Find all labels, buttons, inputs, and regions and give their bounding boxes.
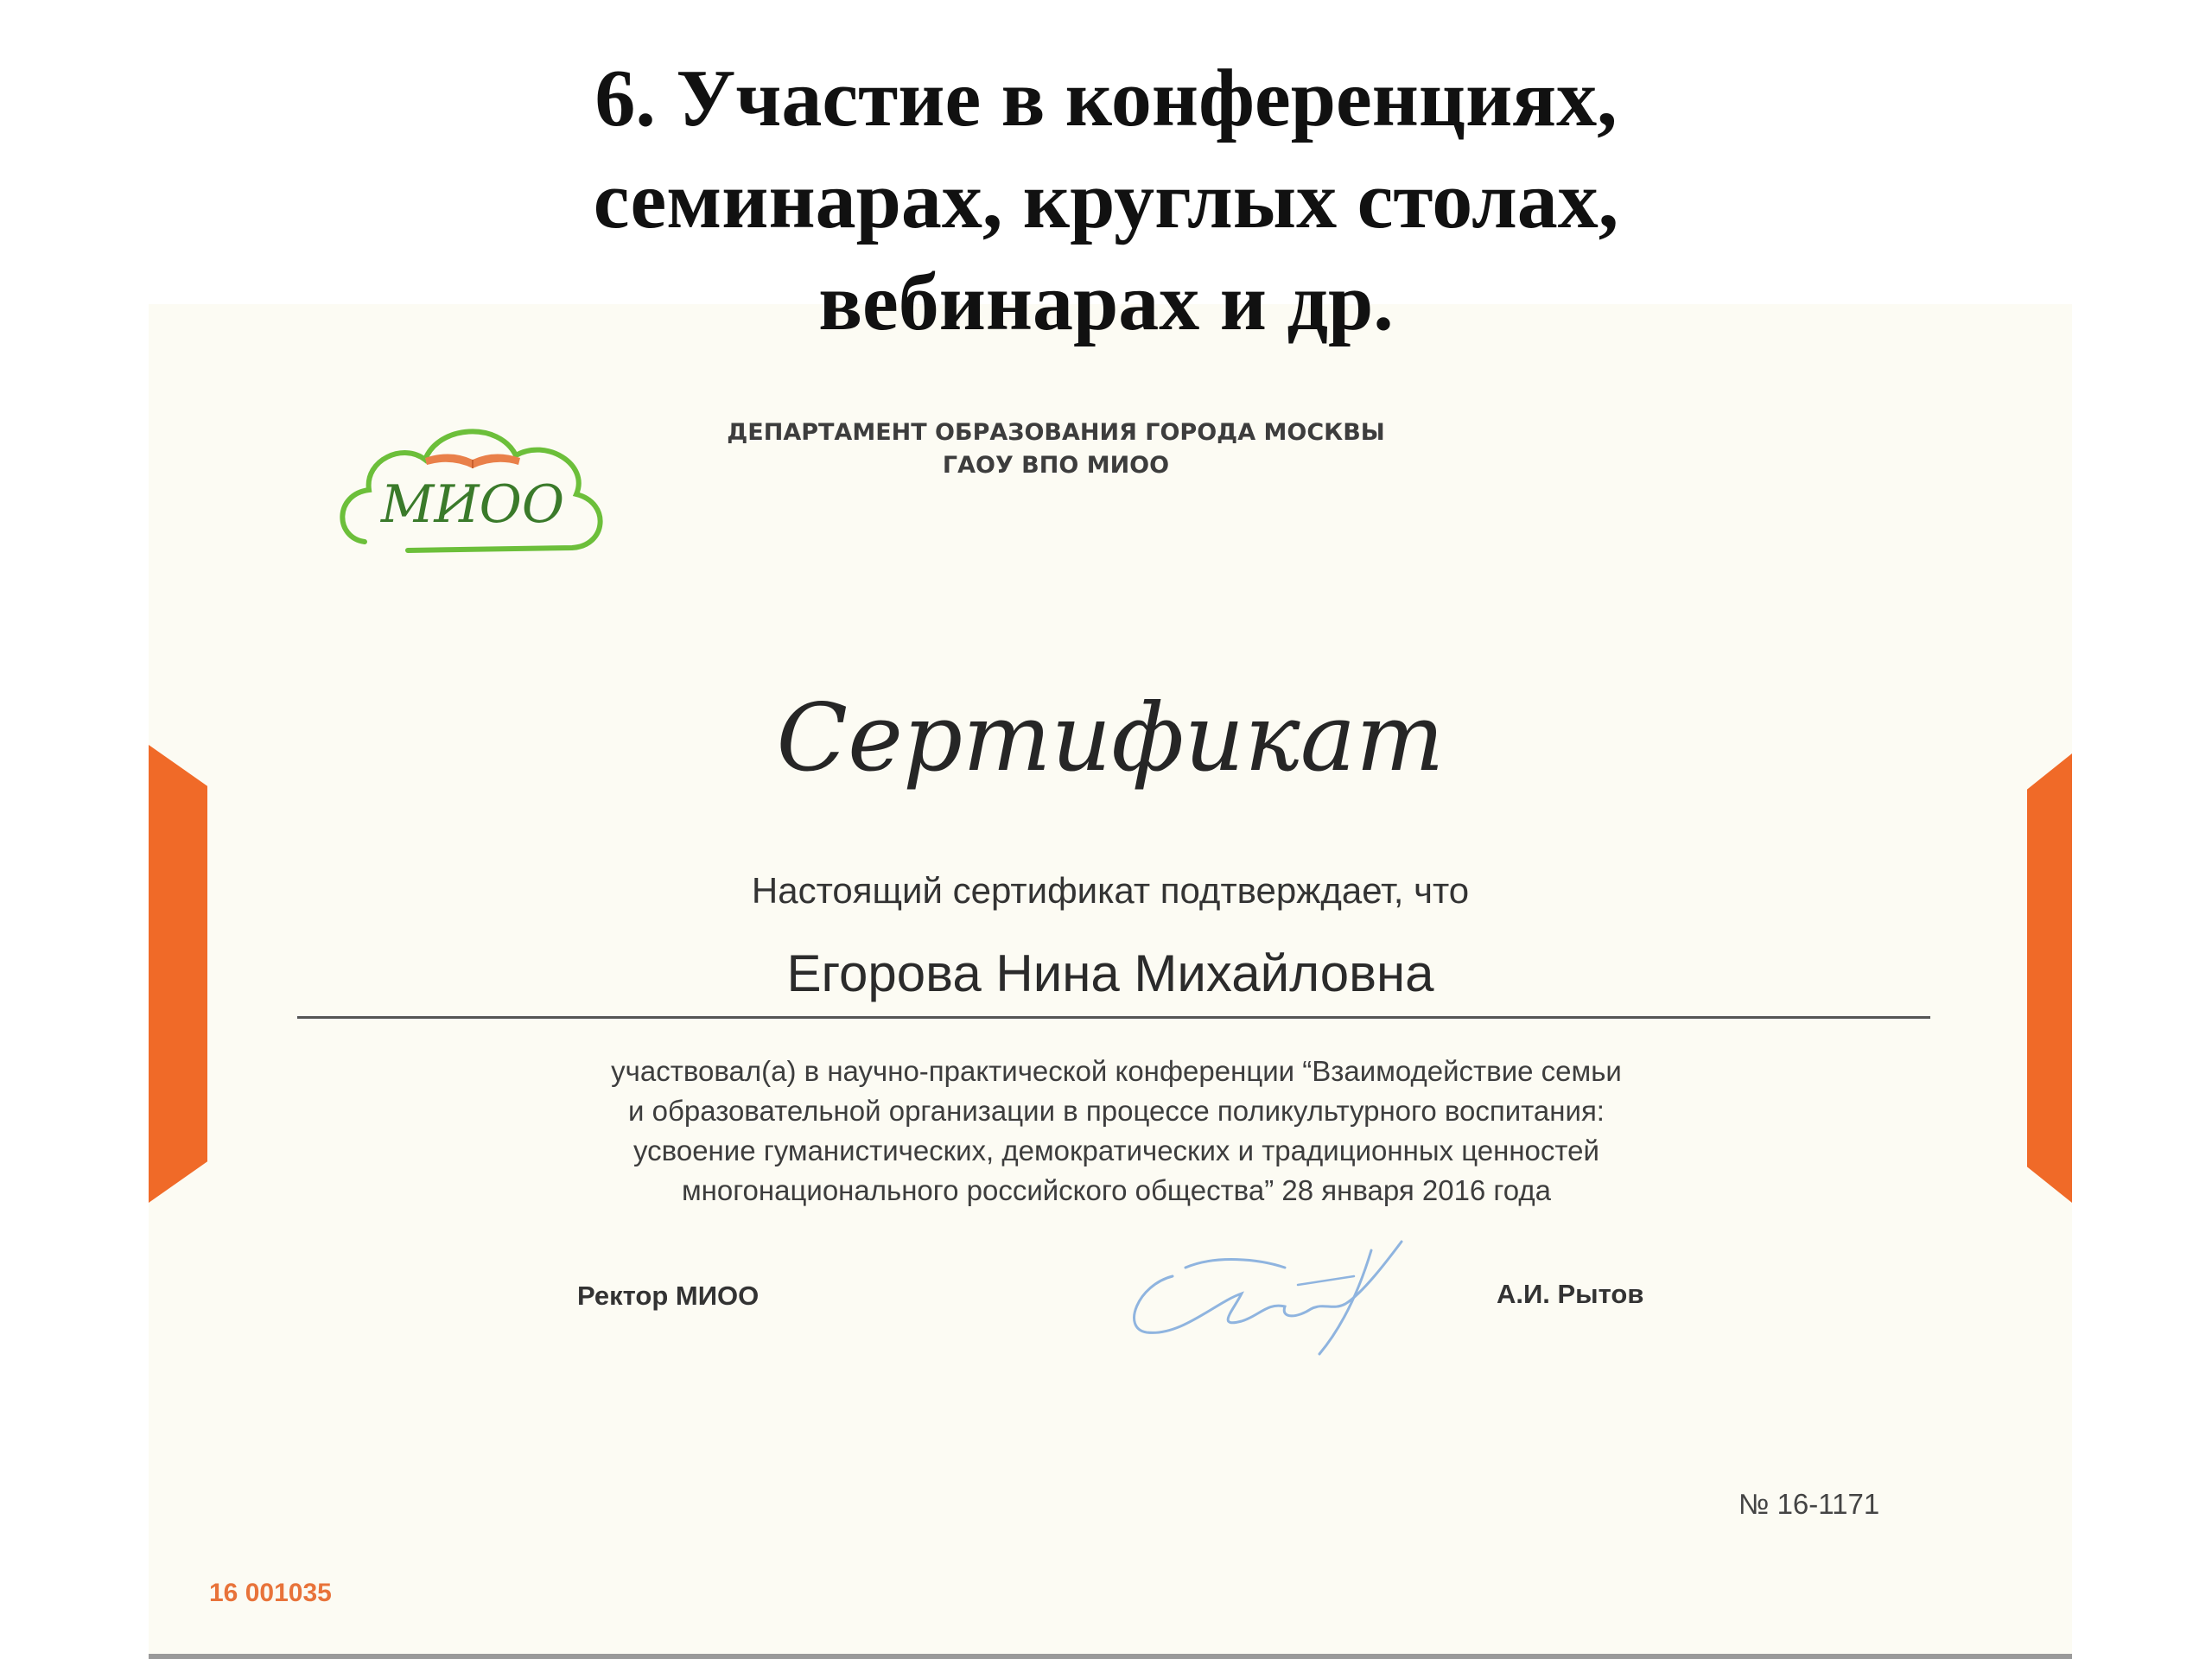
slide-title-line: вебинарах и др.	[818, 257, 1394, 347]
name-underline	[297, 1016, 1930, 1019]
serial-number: 16 001035	[209, 1579, 332, 1607]
description-line: и образовательной организации в процессе поликультурного воспитания:	[628, 1095, 1605, 1127]
department-line: ГАОУ ВПО МИОО	[942, 452, 1170, 479]
bottom-border	[149, 1654, 2072, 1659]
certificate-image	[149, 304, 2072, 1659]
signature-mark	[1112, 1224, 1414, 1363]
department-header	[667, 416, 1445, 482]
department-line: ДЕПАРТАМЕНТ ОБРАЗОВАНИЯ ГОРОДА МОСКВЫ	[727, 419, 1385, 446]
certificate-title: Сертификат	[776, 684, 1445, 792]
slide-title-line: семинарах, круглых столах,	[593, 156, 1619, 245]
description-line: участвовал(а) в научно-практической конференции “Взаимодействие семьи	[611, 1055, 1622, 1087]
rector-name: А.И. Рытов	[1497, 1279, 1644, 1309]
recipient-name: Егорова Нина Михайловна	[786, 944, 1434, 1002]
confirm-text: Настоящий сертификат подтверждает, что	[751, 870, 1470, 911]
mioo-cloud-logo	[330, 399, 615, 572]
slide-title-line: 6. Участие в конференциях,	[594, 54, 1618, 143]
description-line: усвоение гуманистических, демократических и традиционных ценностей	[633, 1135, 1599, 1166]
logo-text: МИОО	[380, 474, 565, 535]
rector-label: Ректор МИОО	[577, 1281, 760, 1311]
description-line: многонационального российского общества” 28 января 2016 года	[681, 1174, 1551, 1206]
slide-title	[0, 48, 2212, 353]
certificate-description	[425, 1052, 1808, 1211]
certificate-number: № 16-1171	[1738, 1488, 1880, 1520]
